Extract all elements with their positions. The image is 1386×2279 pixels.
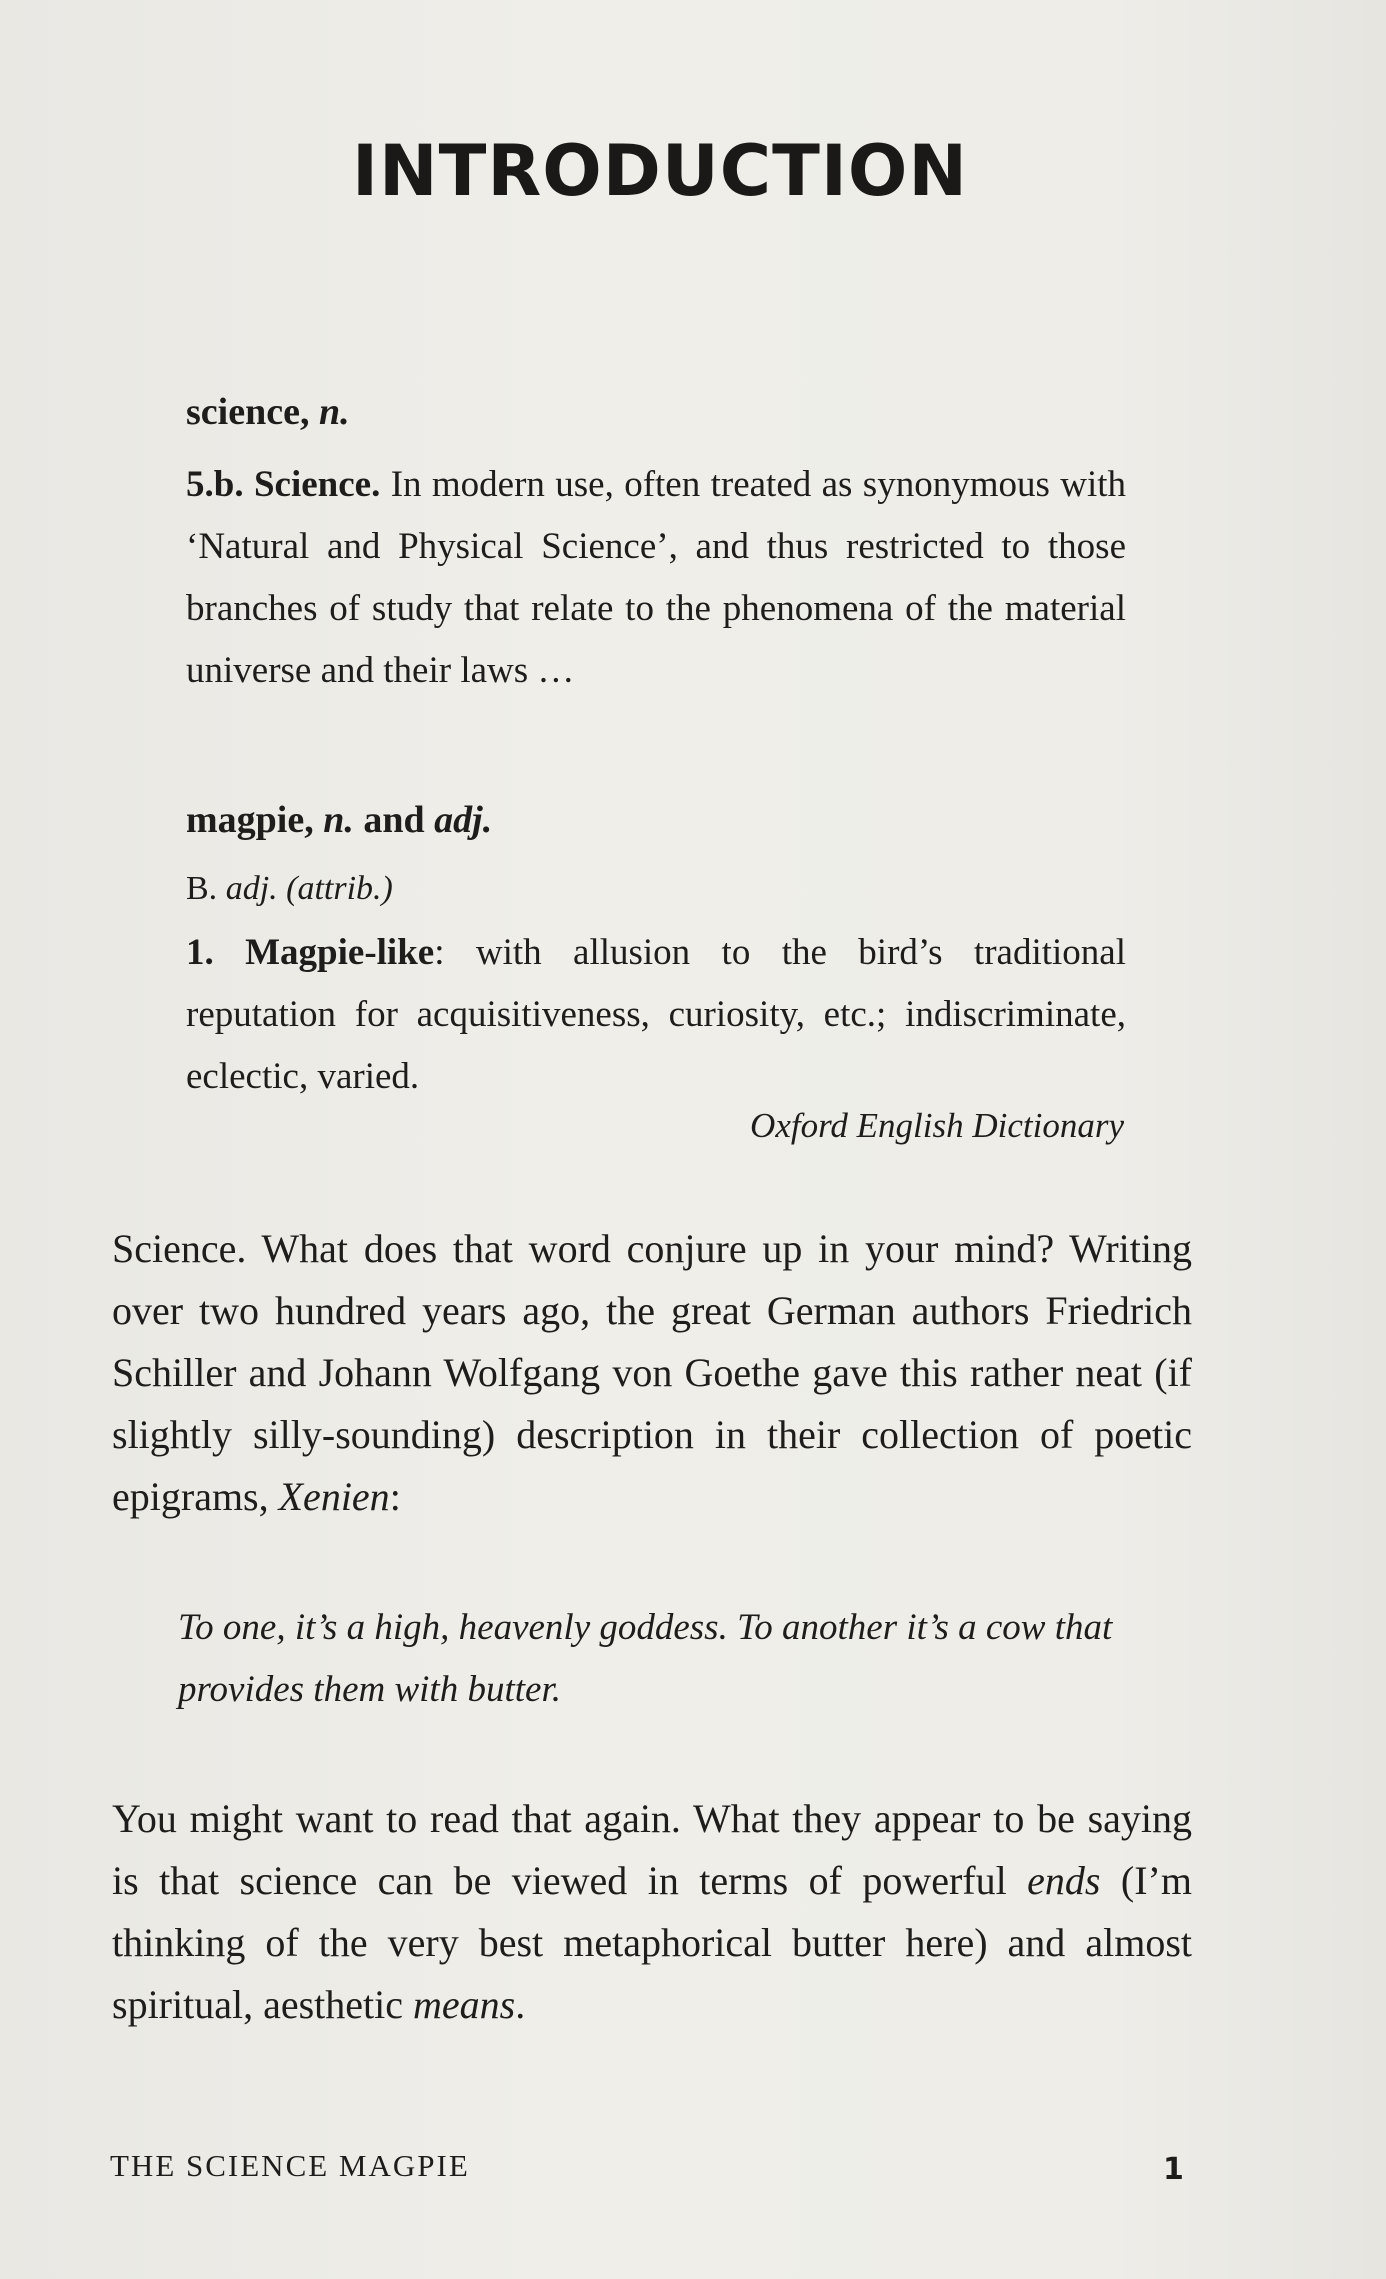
sense-label-science: 5.b. Science. xyxy=(186,464,381,505)
sub-adj: adj. xyxy=(225,870,278,907)
paragraph-1 xyxy=(112,1218,1192,1528)
entry-science-head xyxy=(186,390,350,434)
entry-magpie-sub xyxy=(186,858,1126,920)
sub-b: B. xyxy=(186,870,218,907)
paragraph-2-ends: ends xyxy=(1027,1858,1101,1903)
entry-science-definition xyxy=(186,454,1126,702)
headword-science: science, xyxy=(186,391,310,433)
pos-magpie-adj: adj. xyxy=(434,799,493,841)
footer-book-title: THE SCIENCE MAGPIE xyxy=(110,2148,470,2183)
paragraph-2-means: means xyxy=(413,1982,516,2027)
pos-science: n. xyxy=(318,391,350,433)
paragraph-2-part1: You might want to read that again. What they appear to be saying is that science can be viewed in terms of powerful xyxy=(112,1796,1192,1903)
paragraph-1-text: Science. What does that word conjure up in your mind? Writing over two hundred years ago, the great German authors Friedrich Schiller and Johann Wolfgang von Goethe gave this rather neat (if slightly silly-sounding) description in their collection of poetic epigrams, xyxy=(112,1226,1192,1519)
entry-magpie-definition xyxy=(186,922,1126,1108)
definition-magpie: : with allusion to the bird’s traditional reputation for acquisitiveness, curiosity, etc.; indiscriminate, eclectic, varied. xyxy=(186,932,1127,1097)
paragraph-2 xyxy=(112,1788,1192,2036)
sense-label-magpie: 1. Magpie-like xyxy=(186,932,435,973)
definition-science: In modern use, often treated as synonymous with ‘Natural and Physical Science’, and thus restricted to those branches of study that relate to the phenomena of the material universe and their laws … xyxy=(186,464,1127,691)
sub-attrib: (attrib.) xyxy=(286,870,393,907)
footer-page-number: 1 xyxy=(1163,2152,1184,2187)
paragraph-2-part3: . xyxy=(515,1982,526,2027)
entry-magpie-head xyxy=(186,798,492,842)
dictionary-source: Oxford English Dictionary xyxy=(750,1106,1124,1145)
paragraph-1-title: Xenien xyxy=(278,1474,390,1519)
pos-magpie-n: n. xyxy=(323,799,354,841)
paragraph-1-end: : xyxy=(389,1474,401,1519)
headword-magpie: magpie, xyxy=(186,799,314,841)
paragraph-2-part2: (I’m thinking of the very best metaphorical butter here) and almost spiritual, aesthetic xyxy=(112,1858,1192,2027)
chapter-heading: INTRODUCTION xyxy=(352,130,968,212)
and-word: and xyxy=(363,799,425,841)
epigram-quote: To one, it’s a high, heavenly goddess. To another it’s a cow that provides them with butter. xyxy=(178,1607,1113,1710)
